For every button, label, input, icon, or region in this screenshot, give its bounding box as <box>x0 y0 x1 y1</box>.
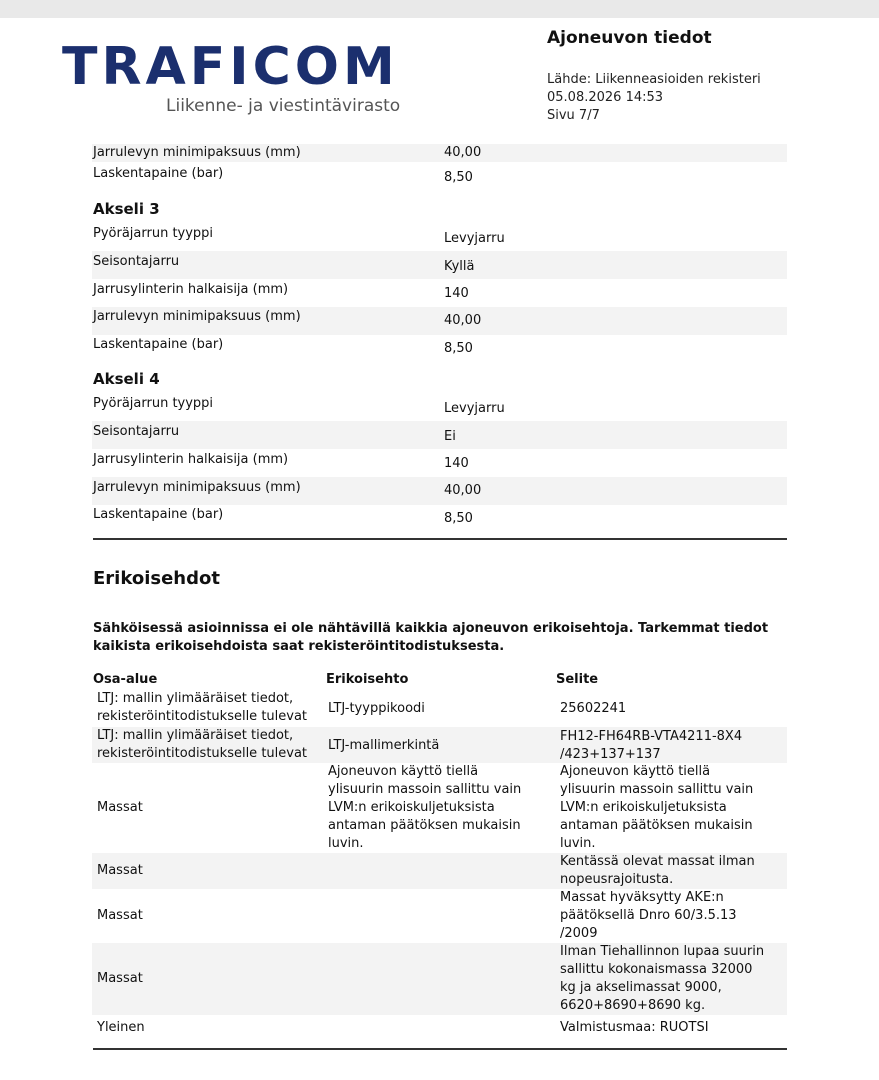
detail-row <box>92 164 787 186</box>
table-row <box>92 727 787 763</box>
table-row <box>92 1015 787 1041</box>
axle-3-heading: Akseli 3 <box>93 200 160 218</box>
row-value: 140 <box>444 286 469 301</box>
row-label: Laskentapaine (bar) <box>93 166 224 181</box>
special-conditions-notice: Sähköisessä asioinnissa ei ole nähtävillä kaikkia ajoneuvon erikoisehtoja. Tarkemmat tiedot kaikista erikoisehdoista saat rekisteröintitodistuksesta. <box>93 621 769 654</box>
note-cell: Kentässä olevat massat ilman nopeusrajoitusta. <box>560 854 755 887</box>
note-cell: Ilman Tiehallinnon lupaa suurin sallittu kokonaismassa 32000 kg ja akselimassat 9000, 6620+8690+8690 kg. <box>560 944 765 1013</box>
row-value: 40,00 <box>444 313 482 328</box>
area-cell: Yleinen <box>97 1020 145 1035</box>
traficom-logo <box>62 38 402 124</box>
top-bar <box>0 0 879 18</box>
note-cell: Ajoneuvon käyttö tiellä ylisuurin massoin sallittu vain LVM:n erikoiskuljetuksista antaman päätöksen mukaisin luvin. <box>560 764 754 851</box>
row-value: 8,50 <box>444 170 473 185</box>
table-row <box>92 943 787 1015</box>
row-label: Pyöräjarrun tyyppi <box>93 396 214 411</box>
row-value: Ei <box>444 429 456 444</box>
special-conditions-title: Erikoisehdot <box>93 568 220 589</box>
detail-row <box>92 335 787 363</box>
row-value: 140 <box>444 456 469 471</box>
area-cell: Massat <box>97 971 143 986</box>
row-label: Laskentapaine (bar) <box>93 507 224 522</box>
note-cell: Massat hyväksytty AKE:n päätöksellä Dnro 60/3.5.13 /2009 <box>560 890 737 941</box>
document-title: Ajoneuvon tiedot <box>547 28 712 48</box>
table-row <box>92 763 787 853</box>
table-bottom-rule <box>93 1048 787 1050</box>
area-cell: Massat <box>97 800 143 815</box>
note-cell: FH12-FH64RB-VTA4211-8X4 /423+137+137 <box>560 729 743 762</box>
detail-row <box>92 251 787 279</box>
detail-row <box>92 505 787 533</box>
row-label: Jarrulevyn minimipaksuus (mm) <box>93 145 301 160</box>
note-cell: 25602241 <box>560 701 627 716</box>
area-cell: LTJ: mallin ylimääräiset tiedot, rekisteröintitodistukselle tulevat <box>97 691 308 724</box>
row-value: 40,00 <box>444 483 482 498</box>
condition-cell: LTJ-tyyppikoodi <box>328 701 425 716</box>
row-label: Laskentapaine (bar) <box>93 337 224 352</box>
area-cell: LTJ: mallin ylimääräiset tiedot, rekisteröintitodistukselle tulevat <box>97 728 308 761</box>
detail-row <box>92 421 787 449</box>
row-label: Jarrulevyn minimipaksuus (mm) <box>93 480 301 495</box>
datetime-line: 05.08.2026 14:53 <box>547 90 664 105</box>
condition-cell: LTJ-mallimerkintä <box>328 738 440 753</box>
row-label: Jarrusylinterin halkaisija (mm) <box>93 452 289 467</box>
row-label: Pyöräjarrun tyyppi <box>93 226 214 241</box>
detail-row <box>92 477 787 505</box>
row-value: 8,50 <box>444 511 473 526</box>
page-number: Sivu 7/7 <box>547 108 600 123</box>
row-value: Levyjarru <box>444 231 505 246</box>
column-header-condition: Erikoisehto <box>326 672 409 687</box>
detail-row <box>92 449 787 477</box>
detail-row <box>92 144 787 162</box>
table-row <box>92 690 787 726</box>
detail-row <box>92 279 787 307</box>
row-label: Jarrusylinterin halkaisija (mm) <box>93 282 289 297</box>
column-header-note: Selite <box>556 672 599 687</box>
area-cell: Massat <box>97 863 143 878</box>
detail-row <box>92 393 787 421</box>
column-header-area: Osa-alue <box>93 672 158 687</box>
axle-4-heading: Akseli 4 <box>93 370 160 388</box>
condition-cell: Ajoneuvon käyttö tiellä ylisuurin massoin sallittu vain LVM:n erikoiskuljetuksista antaman päätöksen mukaisin luvin. <box>328 764 522 851</box>
row-label: Jarrulevyn minimipaksuus (mm) <box>93 309 301 324</box>
row-value: Levyjarru <box>444 401 505 416</box>
row-label: Seisontajarru <box>93 424 180 439</box>
area-cell: Massat <box>97 908 143 923</box>
row-value: 40,00 <box>444 145 482 160</box>
row-value: Kyllä <box>444 259 475 274</box>
row-label: Seisontajarru <box>93 254 180 269</box>
note-cell: Valmistusmaa: RUOTSI <box>560 1020 709 1035</box>
section-divider <box>93 538 787 540</box>
table-row <box>92 889 787 943</box>
detail-row <box>92 223 787 251</box>
logo-subtitle: Liikenne- ja viestintävirasto <box>166 96 401 116</box>
source-line: Lähde: Liikenneasioiden rekisteri <box>547 72 761 87</box>
table-row <box>92 853 787 889</box>
row-value: 8,50 <box>444 341 473 356</box>
logo-wordmark: TRAFICOM <box>62 37 399 97</box>
detail-row <box>92 307 787 335</box>
